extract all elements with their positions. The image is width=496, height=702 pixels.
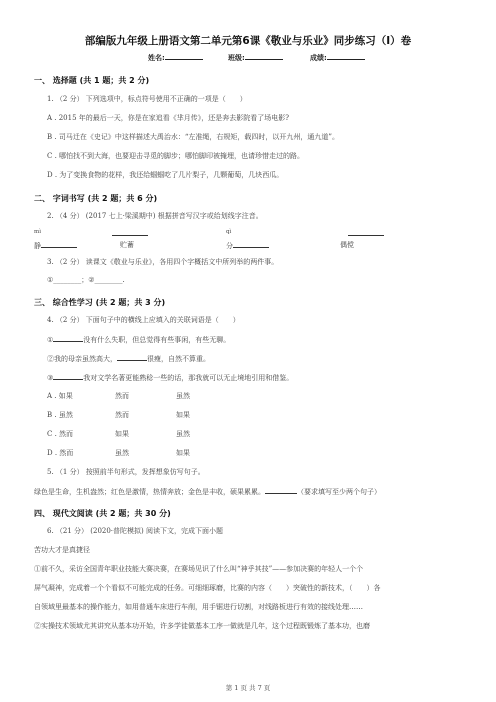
question-5-stem: 5. （1 分） 按照前半句形式，发挥想象仿写句子。 xyxy=(47,468,205,476)
question-3-answer[interactable]: ①________；②________. xyxy=(47,276,125,284)
question-4-line-2: ②我的母亲虽然高大， 很瘦，自然不算重。 xyxy=(47,355,210,363)
question-4-option-a-word-3: 虽然 xyxy=(176,392,190,400)
question-3-stem: 3. （2 分） 读课文《敬业与乐业》，各用四个字概括文中所列举的两件事。 xyxy=(47,258,279,266)
word-1-blank[interactable] xyxy=(41,241,77,248)
name-field xyxy=(148,53,203,63)
question-1-option-b[interactable]: B . 司马迁在《史记》中这样描述大禹治水：“左准绳，右规矩，载四时，以开九州，通九道”。 xyxy=(47,133,339,141)
article-title: 苦功大才是真捷径 xyxy=(34,546,90,554)
word-3-blank[interactable] xyxy=(233,241,269,248)
section-heading-comprehensive: 三、 综合性学习 (共 2 题；共 3 分) xyxy=(34,298,166,307)
article-paragraph-2-line-1: ②实操技术领域尤其讲究从基本功开始，许多学徒做基本工序一做就是几年，这个过程既锻炼了基本功，也磨 xyxy=(34,622,370,630)
section-heading-reading: 四、 现代文阅读 (共 2 题；共 30 分) xyxy=(34,509,171,518)
question-4-option-a-word-2: 然而 xyxy=(115,392,129,400)
question-2-stem: 2. （4 分） (2017 七上·梁溪期中) 根据拼音写汉字或给划线字注音。 xyxy=(47,212,263,220)
word-2: 贮蓄 xyxy=(120,241,134,249)
article-paragraph-1-line-2: 屏气凝神，完成着一个个看似不可能完成的任务。可细细琢磨，比赛的内容（ ）突破性的新技术，（ ）各 xyxy=(34,584,381,592)
question-4-option-b-word-2: 然而 xyxy=(115,411,129,419)
pinyin-2: qì xyxy=(226,229,232,235)
question-5-blank[interactable] xyxy=(265,487,297,494)
question-5-text: 绿色是生命，生机盎然；红色是激情，热情奔放；金色是丰收，硕果累累。 （要求填写至少两个句子） xyxy=(34,488,381,496)
article-paragraph-1-line-3: 自领域里最基本的操作能力，如用普通车床进行车削，用手锯进行切割，对线路板进行有效的接线处理…… xyxy=(34,603,363,611)
page-footer: 第 1 页 共 7 页 xyxy=(225,684,271,692)
section-heading-writing: 二、 字词书写 (共 2 题；共 6 分) xyxy=(34,194,158,203)
class-field xyxy=(228,53,283,63)
score-field xyxy=(310,53,365,63)
name-label: 姓名: xyxy=(148,54,165,62)
question-4-option-d[interactable]: D . 然而 xyxy=(47,449,74,457)
question-4-stem: 4. （2 分） 下面句子中的横线上应填入的关联词语是（ ） xyxy=(47,316,240,324)
question-4-option-b-word-3: 如果 xyxy=(176,411,190,419)
question-4-option-d-word-3: 如果 xyxy=(176,449,190,457)
pinyin-1-blank[interactable] xyxy=(112,229,148,239)
question-4-line-3: ③ 我对文学名著更能熟稔一些的话，那我就可以无止境地引用和借鉴。 xyxy=(47,374,294,382)
question-1-option-c[interactable]: C . 哪怕找不到大海，也要迎击寻觅的脚步；哪怕脚印被掩埋，也请珍惜走过的路。 xyxy=(47,152,305,160)
score-label: 成绩: xyxy=(310,54,327,62)
question-4-option-c-word-2: 如果 xyxy=(115,430,129,438)
question-4-line-1: ① 没有什么失职，但总觉得有些事闲，有些无聊。 xyxy=(47,336,231,344)
word-1: 静 xyxy=(34,241,77,251)
question-4-option-c[interactable]: C . 然而 xyxy=(47,430,74,438)
question-4-option-b[interactable]: B . 虽然 xyxy=(47,411,73,419)
question-1-option-d[interactable]: D . 为了变换食物的花样，我还给蝈蝈吃了几片梨子，几颗葡萄，几块西瓜。 xyxy=(47,171,284,179)
pinyin-1: mì xyxy=(34,229,41,235)
question-4-option-d-word-2: 虽然 xyxy=(115,449,129,457)
class-label: 班级: xyxy=(228,54,245,62)
score-blank[interactable] xyxy=(327,53,365,60)
question-1-stem: 1. （2 分） 下列选项中，标点符号使用不正确的一项是（ ） xyxy=(47,95,247,103)
word-3: 分 xyxy=(226,241,269,251)
section-heading-choice: 一、 选择题 (共 1 题；共 2 分) xyxy=(34,76,150,85)
question-1-option-a[interactable]: A . 2015 年的最后一天，你是在家追看《芈月传》，还是奔去影院看了场电影? xyxy=(47,114,290,122)
question-4-option-a[interactable]: A . 如果 xyxy=(47,392,73,400)
pinyin-2-blank[interactable] xyxy=(348,229,384,239)
question-6-stem: 6. （21 分） (2020·普陀模拟) 阅读下文，完成下面小题 xyxy=(47,527,223,535)
page-title: 部编版九年级上册语文第二单元第6课《敬业与乐业》同步练习（I）卷 xyxy=(84,35,412,47)
class-blank[interactable] xyxy=(245,53,283,60)
article-paragraph-1-line-1: ①前不久，采访全国青年职业技能大赛决赛，在赛场见识了什么叫“神乎其技”——参加决赛的年轻人一个个 xyxy=(34,565,364,573)
word-4: 偶傥 xyxy=(340,241,354,249)
name-blank[interactable] xyxy=(165,53,203,60)
question-4-option-c-word-3: 虽然 xyxy=(176,430,190,438)
